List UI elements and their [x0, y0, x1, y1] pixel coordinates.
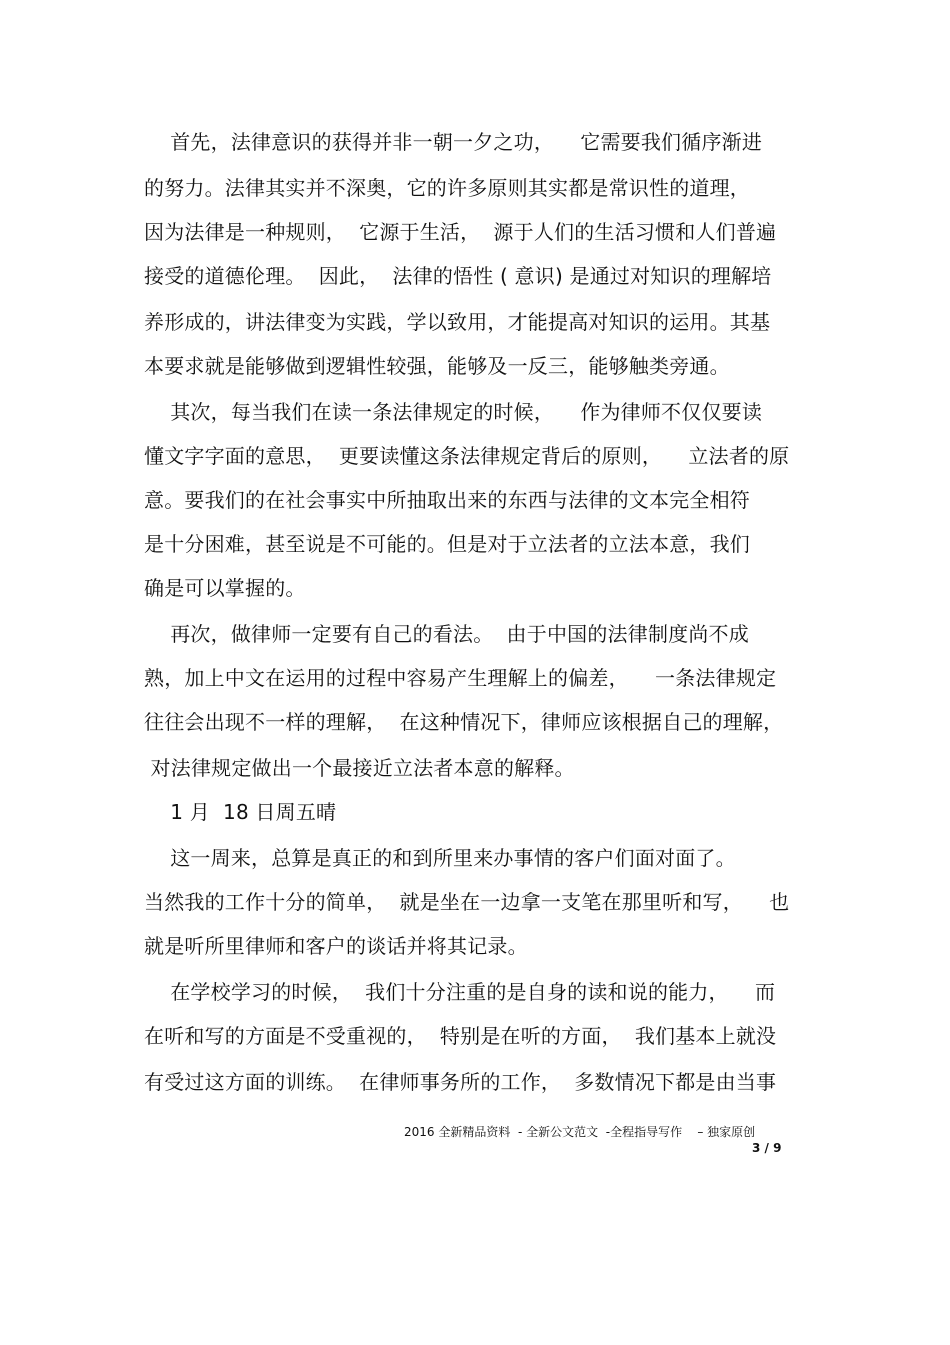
date-heading: 1 月 18 日周五晴	[144, 800, 337, 824]
text-line: 熟，加上中文在运用的过程中容易产生理解上的偏差， 一条法律规定	[144, 666, 777, 690]
text-line: 接受的道德伦理。 因此， 法律的悟性 ( 意识) 是通过对知识的理解培	[144, 264, 772, 288]
text-line: 这一周来，总算是真正的和到所里来办事情的客户们面对面了。	[144, 846, 736, 870]
text-line: 对法律规定做出一个最接近立法者本意的解释。	[144, 756, 575, 780]
text-line: 首先，法律意识的获得并非一朝一夕之功， 它需要我们循序渐进	[144, 130, 763, 154]
text-line: 在学校学习的时候， 我们十分注重的是自身的读和说的能力， 而	[144, 980, 776, 1004]
page-number: 3 / 9	[752, 1141, 782, 1155]
text-line: 确是可以掌握的。	[144, 576, 306, 600]
text-line: 本要求就是能够做到逻辑性较强，能够及一反三，能够触类旁通。	[144, 354, 730, 378]
text-line: 就是听所里律师和客户的谈话并将其记录。	[144, 934, 528, 958]
text-line: 的努力。法律其实并不深奥，它的许多原则其实都是常识性的道理，	[144, 176, 750, 200]
text-line: 其次，每当我们在读一条法律规定的时候， 作为律师不仅仅要读	[144, 400, 763, 424]
text-line: 养形成的，讲法律变为实践，学以致用，才能提高对知识的运用。其基	[144, 310, 771, 334]
text-line: 懂文字字面的意思， 更要读懂这条法律规定背后的原则， 立法者的原	[144, 444, 790, 468]
text-line: 意。要我们的在社会事实中所抽取出来的东西与法律的文本完全相符	[144, 488, 750, 512]
text-line: 往往会出现不一样的理解， 在这种情况下，律师应该根据自己的理解，	[144, 710, 784, 734]
text-line: 当然我的工作十分的简单， 就是坐在一边拿一支笔在那里听和写， 也	[144, 890, 790, 914]
text-line: 因为法律是一种规则， 它源于生活， 源于人们的生活习惯和人们普遍	[144, 220, 777, 244]
text-line: 有受过这方面的训练。 在律师事务所的工作， 多数情况下都是由当事	[144, 1070, 777, 1094]
text-line: 再次，做律师一定要有自己的看法。 由于中国的法律制度尚不成	[144, 622, 749, 646]
text-line: 是十分困难，甚至说是不可能的。但是对于立法者的立法本意，我们	[144, 532, 750, 556]
text-line: 在听和写的方面是不受重视的， 特别是在听的方面， 我们基本上就没	[144, 1024, 777, 1048]
footer-slogan: 2016 全新精品资料 - 全新公文范文 -全程指导写作 – 独家原创	[404, 1125, 756, 1139]
